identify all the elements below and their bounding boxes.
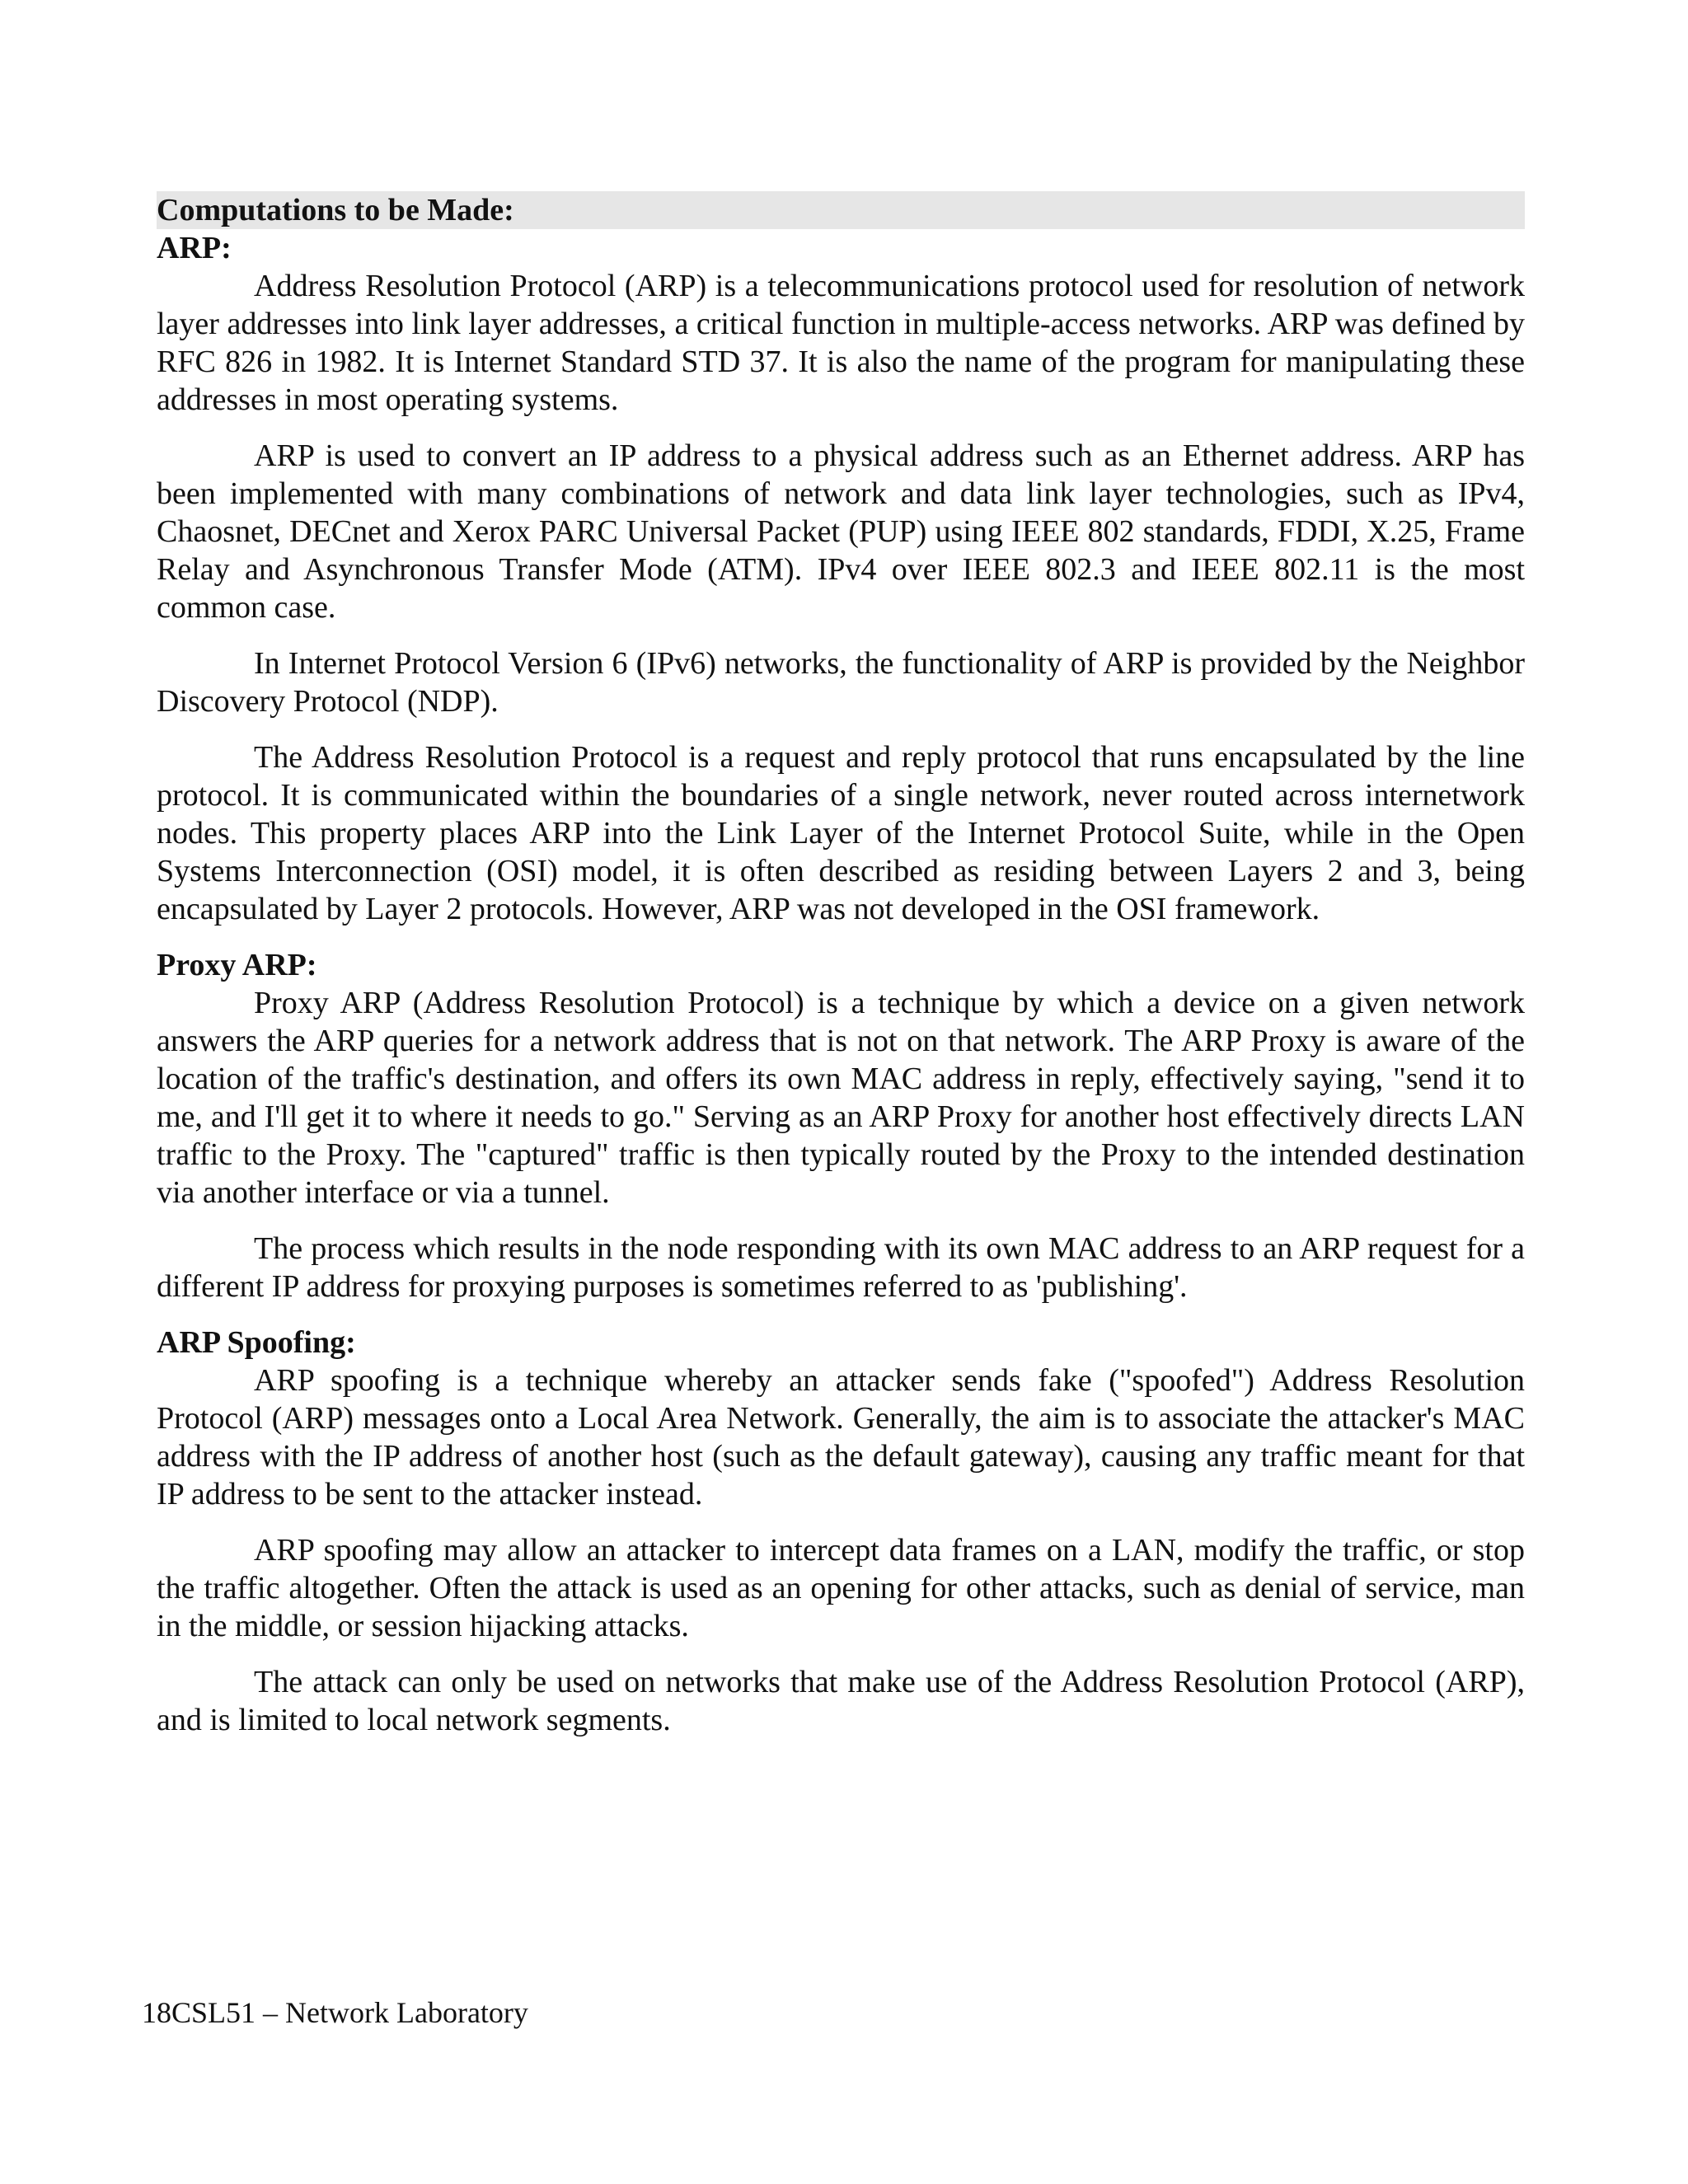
- section-banner: Computations to be Made:: [157, 191, 1525, 229]
- heading-proxy-arp: Proxy ARP:: [157, 948, 317, 982]
- heading-arp-spoofing: ARP Spoofing:: [157, 1325, 356, 1360]
- paragraph-proxy-1: Proxy ARP (Address Resolution Protocol) is a technique by which a device on a given network answers the ARP queries for a network address that is not on that network. The ARP Proxy is aware of the location of the traffic's destination, and offers its own MAC address in reply, effectively saying, "send it to me, and I'll get it to where it needs to go." Serving as an ARP Proxy for another host effectively directs LAN traffic to the Proxy. The "captured" traffic is then typically routed by the Proxy to the intended destination via another interface or via a tunnel.: [157, 986, 1525, 1210]
- paragraph-spoof-1: ARP spoofing is a technique whereby an attacker sends fake ("spoofed") Address Resolution Protocol (ARP) messages onto a Local Area Network. Generally, the aim is to associate the attacker's MAC address with the IP address of another host (such as the default gateway), causing any traffic meant for that IP address to be sent to the attacker instead.: [157, 1363, 1525, 1511]
- paragraph-arp-2: ARP is used to convert an IP address to a physical address such as an Ethernet address. ARP has been implemented with many combinations of network and data link layer technologies, such as IPv4, Chaosnet, DECnet and Xerox PARC Universal Packet (PUP) using IEEE 802 standards, FDDI, X.25, Frame Relay and Asynchronous Transfer Mode (ATM). IPv4 over IEEE 802.3 and IEEE 802.11 is the most common case.: [157, 438, 1525, 625]
- page-footer: 18CSL51 – Network Laboratory: [142, 1996, 528, 2029]
- paragraph-arp-4: The Address Resolution Protocol is a request and reply protocol that runs encapsulated by the line protocol. It is communicated within the boundaries of a single network, never routed across internetwork nodes. This property places ARP into the Link Layer of the Internet Protocol Suite, while in the Open Systems Interconnection (OSI) model, it is often described as residing between Layers 2 and 3, being encapsulated by Layer 2 protocols. However, ARP was not developed in the OSI framework.: [157, 740, 1525, 926]
- paragraph-spoof-2: ARP spoofing may allow an attacker to intercept data frames on a LAN, modify the traffic, or stop the traffic altogether. Often the attack is used as an opening for other attacks, such as denial of service, man in the middle, or session hijacking attacks.: [157, 1533, 1525, 1643]
- paragraph-arp-3: In Internet Protocol Version 6 (IPv6) networks, the functionality of ARP is provided by the Neighbor Discovery Protocol (NDP).: [157, 646, 1525, 719]
- heading-arp: ARP:: [157, 231, 232, 265]
- paragraph-proxy-2: The process which results in the node responding with its own MAC address to an ARP request for a different IP address for proxying purposes is sometimes referred to as 'publishing'.: [157, 1231, 1525, 1304]
- page-content: [157, 191, 1525, 1757]
- paragraph-arp-1: Address Resolution Protocol (ARP) is a telecommunications protocol used for resolution of network layer addresses into link layer addresses, a critical function in multiple-access networks. ARP was defined by RFC 826 in 1982. It is Internet Standard STD 37. It is also the name of the program for manipulating these addresses in most operating systems.: [157, 269, 1525, 417]
- paragraph-spoof-3: The attack can only be used on networks that make use of the Address Resolution Protocol (ARP), and is limited to local network segments.: [157, 1665, 1525, 1737]
